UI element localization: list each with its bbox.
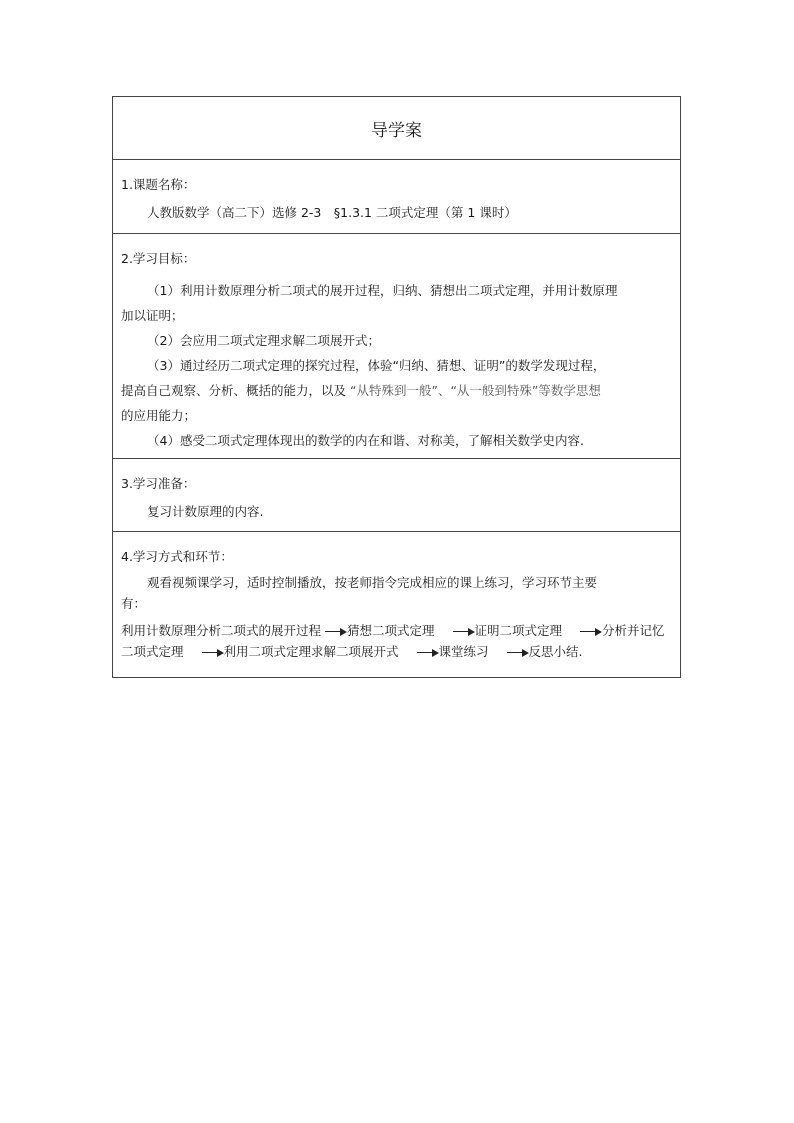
- page-title: 导学案: [113, 97, 681, 160]
- section-learning-method: [113, 532, 681, 678]
- goal-1-line-1: （1）利用计数原理分析二项式的展开过程，归纳、猜想出二项式定理，并用计数原理: [147, 283, 618, 298]
- arrow-right-icon: [507, 648, 529, 658]
- section-learning-goals: [113, 234, 681, 459]
- goal-2: （2）会应用二项式定理求解二项展开式；: [147, 333, 380, 348]
- guide-table: [112, 96, 681, 678]
- goal-3-line-1: （3）通过经历二项式定理的探究过程，体验“归纳、猜想、证明”的数学发现过程，: [147, 358, 606, 373]
- section-preparation: [113, 459, 681, 532]
- arrow-right-icon: [202, 648, 224, 658]
- step-5: 利用二项式定理求解二项展开式: [223, 644, 399, 659]
- goal-3-line-3: 的应用能力；: [121, 408, 197, 423]
- arrow-right-icon: [453, 627, 475, 637]
- step-2: 猜想二项式定理: [347, 623, 435, 638]
- arrow-right-icon: [580, 627, 602, 637]
- preparation-text: 复习计数原理的内容.: [147, 504, 264, 519]
- step-7: 反思小结.: [528, 644, 583, 659]
- step-1: 利用计数原理分析二项式的展开过程: [121, 623, 322, 638]
- goal-3-line-2-main: 提高自己观察、分析、概括的能力，以及: [121, 383, 347, 398]
- course-name-text: 人教版数学（高二下）选修 2-3 §1.3.1 二项式定理（第 1 课时）: [147, 205, 517, 220]
- goal-3-line-2-tail: “从特殊到一般”、“从一般到特殊”等数学思想: [350, 383, 601, 398]
- goal-4: （4）感受二项式定理体现出的数学的内在和谐、对称美，了解相关数学史内容.: [147, 433, 584, 448]
- guide-sheet: [112, 96, 681, 678]
- step-6: 课堂练习: [438, 644, 489, 659]
- arrow-right-icon: [325, 627, 347, 637]
- learning-method-intro-2: 有：: [121, 596, 147, 611]
- arrow-right-icon: [417, 648, 439, 658]
- course-name-heading: 1.课题名称：: [121, 177, 196, 192]
- section-course-name: [113, 160, 681, 234]
- goal-1-line-2: 加以证明；: [121, 308, 184, 323]
- step-4: 分析并记忆二项式定理: [121, 623, 665, 659]
- learning-steps-flow: [121, 620, 672, 662]
- learning-goals-heading: 2.学习目标：: [121, 251, 196, 266]
- preparation-heading: 3.学习准备：: [121, 476, 196, 491]
- goal-list: [121, 278, 672, 453]
- goal-3-line-2: [121, 378, 672, 403]
- learning-method-heading: 4.学习方式和环节：: [121, 549, 233, 564]
- step-3: 证明二项式定理: [474, 623, 563, 638]
- learning-method-intro-1: 观看视频课学习，适时控制播放，按老师指令完成相应的课上练习，学习环节主要: [147, 575, 598, 590]
- title-row: [113, 97, 681, 160]
